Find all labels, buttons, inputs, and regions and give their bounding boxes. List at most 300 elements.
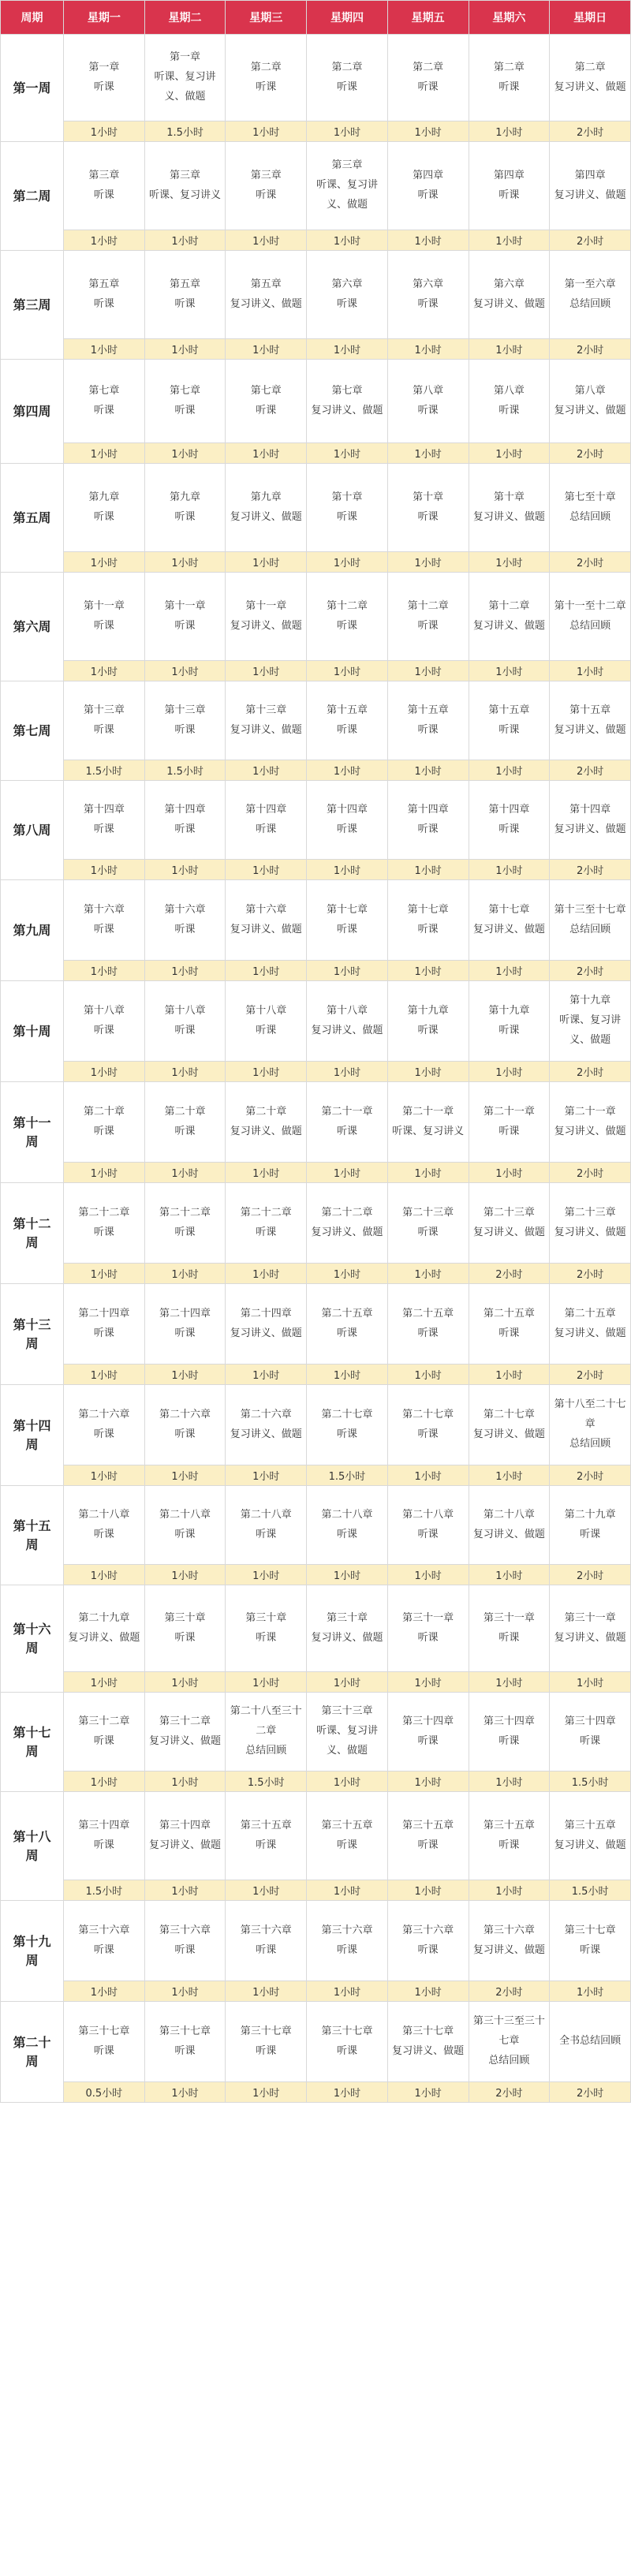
task-cell-thursday: 第二十八章 听课 xyxy=(307,1486,388,1565)
task-cell-tuesday: 第三十二章 复习讲义、做题 xyxy=(144,1693,226,1771)
task-cell-tuesday: 第一章 听课、复习讲义、做题 xyxy=(144,35,226,121)
table-row xyxy=(1,880,631,961)
hours-cell-tuesday: 1小时 xyxy=(144,1672,226,1693)
hours-cell-thursday: 1小时 xyxy=(307,1163,388,1183)
hours-cell-saturday: 2小时 xyxy=(469,2082,550,2103)
week-label: 第十五 周 xyxy=(1,1486,64,1585)
hours-row xyxy=(1,1565,631,1585)
task-cell-sunday: 第十三至十七章 总结回顾 xyxy=(550,880,631,961)
hours-cell-thursday: 1小时 xyxy=(307,339,388,360)
task-cell-friday: 第十二章 听课 xyxy=(387,573,469,661)
task-cell-friday: 第三十五章 听课 xyxy=(387,1792,469,1880)
hours-cell-thursday: 1小时 xyxy=(307,1264,388,1284)
task-cell-friday: 第八章 听课 xyxy=(387,360,469,443)
hours-cell-tuesday: 1.5小时 xyxy=(144,760,226,781)
table-row xyxy=(1,2002,631,2082)
task-cell-friday: 第十九章 听课 xyxy=(387,981,469,1062)
week-label: 第二周 xyxy=(1,142,64,251)
task-cell-saturday: 第二十七章 复习讲义、做题 xyxy=(469,1385,550,1465)
task-cell-saturday: 第三十一章 听课 xyxy=(469,1585,550,1672)
hours-cell-monday: 1小时 xyxy=(64,1465,145,1486)
task-cell-wednesday: 第二章 听课 xyxy=(226,35,307,121)
task-cell-saturday: 第三十六章 复习讲义、做题 xyxy=(469,1901,550,1981)
task-cell-tuesday: 第二十四章 听课 xyxy=(144,1284,226,1365)
task-cell-tuesday: 第二十章 听课 xyxy=(144,1082,226,1163)
hours-cell-saturday: 1小时 xyxy=(469,1062,550,1082)
week-label: 第五周 xyxy=(1,464,64,573)
hours-cell-sunday: 2小时 xyxy=(550,2082,631,2103)
hours-cell-monday: 1小时 xyxy=(64,1062,145,1082)
hours-row xyxy=(1,230,631,251)
task-cell-wednesday: 第十八章 听课 xyxy=(226,981,307,1062)
task-cell-friday: 第三十一章 听课 xyxy=(387,1585,469,1672)
hours-cell-tuesday: 1小时 xyxy=(144,1981,226,2002)
task-cell-monday: 第十六章 听课 xyxy=(64,880,145,961)
task-cell-monday: 第十一章 听课 xyxy=(64,573,145,661)
hours-cell-saturday: 1小时 xyxy=(469,552,550,573)
task-cell-sunday: 第二十三章 复习讲义、做题 xyxy=(550,1183,631,1264)
hours-cell-monday: 1小时 xyxy=(64,961,145,981)
task-cell-friday: 第二十七章 听课 xyxy=(387,1385,469,1465)
hours-cell-sunday: 2小时 xyxy=(550,1365,631,1385)
task-cell-thursday: 第十五章 听课 xyxy=(307,681,388,760)
task-cell-saturday: 第十九章 听课 xyxy=(469,981,550,1062)
hours-cell-monday: 1小时 xyxy=(64,661,145,681)
task-cell-monday: 第九章 听课 xyxy=(64,464,145,552)
hours-cell-wednesday: 1小时 xyxy=(226,1672,307,1693)
week-label: 第三周 xyxy=(1,251,64,360)
task-cell-sunday: 第二十五章 复习讲义、做题 xyxy=(550,1284,631,1365)
hours-cell-saturday: 1小时 xyxy=(469,1365,550,1385)
task-cell-wednesday: 第二十章 复习讲义、做题 xyxy=(226,1082,307,1163)
header-friday: 星期五 xyxy=(387,1,469,35)
hours-row xyxy=(1,552,631,573)
hours-cell-friday: 1小时 xyxy=(387,760,469,781)
task-cell-sunday: 第十八至二十七章 总结回顾 xyxy=(550,1385,631,1465)
table-row xyxy=(1,360,631,443)
task-cell-saturday: 第三十四章 听课 xyxy=(469,1693,550,1771)
task-cell-tuesday: 第三十七章 听课 xyxy=(144,2002,226,2082)
task-cell-tuesday: 第二十六章 听课 xyxy=(144,1385,226,1465)
hours-row xyxy=(1,1264,631,1284)
hours-cell-saturday: 1小时 xyxy=(469,961,550,981)
hours-cell-monday: 1小时 xyxy=(64,1672,145,1693)
hours-row xyxy=(1,961,631,981)
task-cell-thursday: 第十章 听课 xyxy=(307,464,388,552)
hours-cell-tuesday: 1小时 xyxy=(144,1771,226,1792)
task-cell-wednesday: 第五章 复习讲义、做题 xyxy=(226,251,307,339)
hours-row xyxy=(1,1771,631,1792)
task-cell-tuesday: 第十六章 听课 xyxy=(144,880,226,961)
table-body xyxy=(1,35,631,2103)
task-cell-wednesday: 第二十二章 听课 xyxy=(226,1183,307,1264)
hours-cell-saturday: 1小时 xyxy=(469,339,550,360)
task-cell-tuesday: 第三十六章 听课 xyxy=(144,1901,226,1981)
task-cell-sunday: 第三十四章 听课 xyxy=(550,1693,631,1771)
hours-cell-sunday: 2小时 xyxy=(550,552,631,573)
table-row xyxy=(1,35,631,121)
task-cell-monday: 第三十七章 听课 xyxy=(64,2002,145,2082)
hours-cell-friday: 1小时 xyxy=(387,2082,469,2103)
hours-cell-thursday: 1小时 xyxy=(307,1771,388,1792)
hours-row xyxy=(1,339,631,360)
hours-cell-wednesday: 1小时 xyxy=(226,552,307,573)
hours-cell-tuesday: 1小时 xyxy=(144,1062,226,1082)
hours-cell-friday: 1小时 xyxy=(387,1880,469,1901)
task-cell-saturday: 第四章 听课 xyxy=(469,142,550,230)
task-cell-saturday: 第三十五章 听课 xyxy=(469,1792,550,1880)
task-cell-saturday: 第二十三章 复习讲义、做题 xyxy=(469,1183,550,1264)
hours-cell-sunday: 2小时 xyxy=(550,230,631,251)
hours-row xyxy=(1,661,631,681)
task-cell-tuesday: 第五章 听课 xyxy=(144,251,226,339)
hours-cell-sunday: 2小时 xyxy=(550,961,631,981)
hours-cell-wednesday: 1.5小时 xyxy=(226,1771,307,1792)
task-cell-thursday: 第三十六章 听课 xyxy=(307,1901,388,1981)
hours-cell-monday: 1小时 xyxy=(64,121,145,142)
hours-row xyxy=(1,121,631,142)
hours-cell-tuesday: 1小时 xyxy=(144,860,226,880)
task-cell-friday: 第三十七章 复习讲义、做题 xyxy=(387,2002,469,2082)
hours-cell-tuesday: 1小时 xyxy=(144,230,226,251)
hours-cell-monday: 1小时 xyxy=(64,1264,145,1284)
hours-cell-wednesday: 1小时 xyxy=(226,1465,307,1486)
hours-row xyxy=(1,860,631,880)
task-cell-tuesday: 第七章 听课 xyxy=(144,360,226,443)
task-cell-monday: 第一章 听课 xyxy=(64,35,145,121)
task-cell-wednesday: 第十四章 听课 xyxy=(226,781,307,860)
task-cell-thursday: 第十四章 听课 xyxy=(307,781,388,860)
table-row xyxy=(1,1082,631,1163)
task-cell-sunday: 第三十七章 听课 xyxy=(550,1901,631,1981)
hours-cell-saturday: 1小时 xyxy=(469,1880,550,1901)
hours-cell-sunday: 1小时 xyxy=(550,1672,631,1693)
task-cell-tuesday: 第三章 听课、复习讲义 xyxy=(144,142,226,230)
hours-cell-friday: 1小时 xyxy=(387,1365,469,1385)
hours-cell-tuesday: 1小时 xyxy=(144,1565,226,1585)
task-cell-thursday: 第十七章 听课 xyxy=(307,880,388,961)
hours-cell-monday: 1小时 xyxy=(64,1981,145,2002)
hours-cell-monday: 1小时 xyxy=(64,443,145,464)
hours-cell-friday: 1小时 xyxy=(387,121,469,142)
header-row xyxy=(1,1,631,35)
task-cell-tuesday: 第十八章 听课 xyxy=(144,981,226,1062)
task-cell-saturday: 第二章 听课 xyxy=(469,35,550,121)
task-cell-saturday: 第三十三至三十七章 总结回顾 xyxy=(469,2002,550,2082)
hours-cell-tuesday: 1小时 xyxy=(144,1163,226,1183)
table-row xyxy=(1,1183,631,1264)
task-cell-monday: 第二十九章 复习讲义、做题 xyxy=(64,1585,145,1672)
task-cell-monday: 第十四章 听课 xyxy=(64,781,145,860)
hours-cell-sunday: 1.5小时 xyxy=(550,1771,631,1792)
task-cell-thursday: 第六章 听课 xyxy=(307,251,388,339)
hours-cell-saturday: 1小时 xyxy=(469,121,550,142)
task-cell-friday: 第三十六章 听课 xyxy=(387,1901,469,1981)
header-tuesday: 星期二 xyxy=(144,1,226,35)
table-row xyxy=(1,464,631,552)
hours-cell-tuesday: 1小时 xyxy=(144,2082,226,2103)
hours-cell-wednesday: 1小时 xyxy=(226,1264,307,1284)
task-cell-tuesday: 第九章 听课 xyxy=(144,464,226,552)
hours-cell-thursday: 1小时 xyxy=(307,860,388,880)
task-cell-sunday: 第三十五章 复习讲义、做题 xyxy=(550,1792,631,1880)
hours-cell-wednesday: 1小时 xyxy=(226,230,307,251)
hours-row xyxy=(1,1465,631,1486)
hours-cell-thursday: 1小时 xyxy=(307,443,388,464)
table-row xyxy=(1,1486,631,1565)
hours-row xyxy=(1,2082,631,2103)
task-cell-monday: 第十三章 听课 xyxy=(64,681,145,760)
task-cell-thursday: 第十八章 复习讲义、做题 xyxy=(307,981,388,1062)
task-cell-wednesday: 第九章 复习讲义、做题 xyxy=(226,464,307,552)
task-cell-sunday: 第二十一章 复习讲义、做题 xyxy=(550,1082,631,1163)
hours-cell-thursday: 1小时 xyxy=(307,661,388,681)
week-label: 第四周 xyxy=(1,360,64,464)
hours-cell-monday: 1小时 xyxy=(64,1365,145,1385)
hours-cell-wednesday: 1小时 xyxy=(226,661,307,681)
hours-cell-sunday: 1.5小时 xyxy=(550,1880,631,1901)
hours-cell-sunday: 2小时 xyxy=(550,121,631,142)
week-label: 第六周 xyxy=(1,573,64,681)
week-label: 第十周 xyxy=(1,981,64,1082)
hours-cell-wednesday: 1小时 xyxy=(226,860,307,880)
table-row xyxy=(1,1792,631,1880)
hours-cell-thursday: 1.5小时 xyxy=(307,1465,388,1486)
hours-cell-sunday: 2小时 xyxy=(550,760,631,781)
task-cell-tuesday: 第三十四章 复习讲义、做题 xyxy=(144,1792,226,1880)
task-cell-wednesday: 第二十六章 复习讲义、做题 xyxy=(226,1385,307,1465)
task-cell-monday: 第二十二章 听课 xyxy=(64,1183,145,1264)
week-label: 第二十 周 xyxy=(1,2002,64,2103)
hours-cell-monday: 1小时 xyxy=(64,1565,145,1585)
hours-cell-sunday: 1小时 xyxy=(550,661,631,681)
task-cell-thursday: 第二章 听课 xyxy=(307,35,388,121)
hours-cell-monday: 1小时 xyxy=(64,230,145,251)
task-cell-tuesday: 第二十二章 听课 xyxy=(144,1183,226,1264)
hours-cell-wednesday: 1小时 xyxy=(226,1565,307,1585)
week-label: 第十一 周 xyxy=(1,1082,64,1183)
task-cell-sunday: 第一至六章 总结回顾 xyxy=(550,251,631,339)
table-row xyxy=(1,1901,631,1981)
task-cell-monday: 第二十四章 听课 xyxy=(64,1284,145,1365)
task-cell-thursday: 第三十三章 听课、复习讲义、做题 xyxy=(307,1693,388,1771)
table-row xyxy=(1,681,631,760)
hours-cell-tuesday: 1.5小时 xyxy=(144,121,226,142)
hours-cell-tuesday: 1小时 xyxy=(144,339,226,360)
hours-cell-friday: 1小时 xyxy=(387,961,469,981)
task-cell-tuesday: 第十四章 听课 xyxy=(144,781,226,860)
hours-row xyxy=(1,1981,631,2002)
table-row xyxy=(1,981,631,1062)
hours-cell-thursday: 1小时 xyxy=(307,1365,388,1385)
task-cell-friday: 第二十八章 听课 xyxy=(387,1486,469,1565)
week-label: 第十三 周 xyxy=(1,1284,64,1385)
hours-cell-saturday: 1小时 xyxy=(469,661,550,681)
hours-cell-thursday: 1小时 xyxy=(307,760,388,781)
task-cell-friday: 第二章 听课 xyxy=(387,35,469,121)
task-cell-monday: 第二十章 听课 xyxy=(64,1082,145,1163)
hours-cell-friday: 1小时 xyxy=(387,860,469,880)
hours-cell-wednesday: 1小时 xyxy=(226,760,307,781)
hours-cell-saturday: 1小时 xyxy=(469,1163,550,1183)
task-cell-thursday: 第二十二章 复习讲义、做题 xyxy=(307,1183,388,1264)
task-cell-sunday: 第二章 复习讲义、做题 xyxy=(550,35,631,121)
task-cell-monday: 第二十六章 听课 xyxy=(64,1385,145,1465)
hours-cell-tuesday: 1小时 xyxy=(144,443,226,464)
task-cell-monday: 第三章 听课 xyxy=(64,142,145,230)
hours-cell-tuesday: 1小时 xyxy=(144,552,226,573)
task-cell-wednesday: 第十三章 复习讲义、做题 xyxy=(226,681,307,760)
hours-cell-saturday: 1小时 xyxy=(469,1465,550,1486)
header-saturday: 星期六 xyxy=(469,1,550,35)
hours-cell-thursday: 1小时 xyxy=(307,1880,388,1901)
hours-cell-saturday: 2小时 xyxy=(469,1981,550,2002)
hours-cell-friday: 1小时 xyxy=(387,1062,469,1082)
task-cell-saturday: 第十七章 复习讲义、做题 xyxy=(469,880,550,961)
hours-cell-tuesday: 1小时 xyxy=(144,1264,226,1284)
task-cell-friday: 第十章 听课 xyxy=(387,464,469,552)
hours-cell-friday: 1小时 xyxy=(387,1771,469,1792)
hours-cell-thursday: 1小时 xyxy=(307,1672,388,1693)
task-cell-saturday: 第十五章 听课 xyxy=(469,681,550,760)
table-header xyxy=(1,1,631,35)
week-label: 第八周 xyxy=(1,781,64,880)
header-thursday: 星期四 xyxy=(307,1,388,35)
task-cell-wednesday: 第三十六章 听课 xyxy=(226,1901,307,1981)
hours-cell-friday: 1小时 xyxy=(387,1465,469,1486)
week-label: 第十九 周 xyxy=(1,1901,64,2002)
hours-cell-monday: 1小时 xyxy=(64,1163,145,1183)
week-label: 第十八 周 xyxy=(1,1792,64,1901)
hours-cell-friday: 1小时 xyxy=(387,1163,469,1183)
hours-cell-wednesday: 1小时 xyxy=(226,443,307,464)
task-cell-friday: 第二十一章 听课、复习讲义 xyxy=(387,1082,469,1163)
task-cell-wednesday: 第三十章 听课 xyxy=(226,1585,307,1672)
hours-cell-wednesday: 1小时 xyxy=(226,961,307,981)
task-cell-thursday: 第三十七章 听课 xyxy=(307,2002,388,2082)
table-row xyxy=(1,1585,631,1672)
task-cell-friday: 第二十五章 听课 xyxy=(387,1284,469,1365)
task-cell-monday: 第三十四章 听课 xyxy=(64,1792,145,1880)
hours-cell-sunday: 1小时 xyxy=(550,1981,631,2002)
hours-cell-saturday: 1小时 xyxy=(469,230,550,251)
task-cell-sunday: 第二十九章 听课 xyxy=(550,1486,631,1565)
task-cell-monday: 第七章 听课 xyxy=(64,360,145,443)
task-cell-tuesday: 第十三章 听课 xyxy=(144,681,226,760)
hours-cell-wednesday: 1小时 xyxy=(226,1981,307,2002)
hours-cell-friday: 1小时 xyxy=(387,339,469,360)
hours-cell-wednesday: 1小时 xyxy=(226,1365,307,1385)
task-cell-thursday: 第十二章 听课 xyxy=(307,573,388,661)
hours-cell-wednesday: 1小时 xyxy=(226,1880,307,1901)
header-wednesday: 星期三 xyxy=(226,1,307,35)
table-row xyxy=(1,781,631,860)
hours-cell-saturday: 2小时 xyxy=(469,1264,550,1284)
hours-cell-friday: 1小时 xyxy=(387,230,469,251)
hours-row xyxy=(1,1365,631,1385)
task-cell-monday: 第三十六章 听课 xyxy=(64,1901,145,1981)
task-cell-monday: 第二十八章 听课 xyxy=(64,1486,145,1565)
task-cell-thursday: 第二十七章 听课 xyxy=(307,1385,388,1465)
week-label: 第十四 周 xyxy=(1,1385,64,1486)
task-cell-saturday: 第六章 复习讲义、做题 xyxy=(469,251,550,339)
task-cell-friday: 第六章 听课 xyxy=(387,251,469,339)
task-cell-wednesday: 第二十八至三十二章 总结回顾 xyxy=(226,1693,307,1771)
task-cell-saturday: 第十二章 复习讲义、做题 xyxy=(469,573,550,661)
task-cell-monday: 第十八章 听课 xyxy=(64,981,145,1062)
table-row xyxy=(1,1284,631,1365)
task-cell-saturday: 第二十一章 听课 xyxy=(469,1082,550,1163)
task-cell-friday: 第十四章 听课 xyxy=(387,781,469,860)
week-label: 第七周 xyxy=(1,681,64,781)
hours-cell-sunday: 2小时 xyxy=(550,1565,631,1585)
hours-cell-thursday: 1小时 xyxy=(307,961,388,981)
task-cell-thursday: 第七章 复习讲义、做题 xyxy=(307,360,388,443)
hours-cell-thursday: 1小时 xyxy=(307,1062,388,1082)
task-cell-monday: 第五章 听课 xyxy=(64,251,145,339)
hours-row xyxy=(1,760,631,781)
task-cell-sunday: 第三十一章 复习讲义、做题 xyxy=(550,1585,631,1672)
task-cell-wednesday: 第十六章 复习讲义、做题 xyxy=(226,880,307,961)
hours-cell-tuesday: 1小时 xyxy=(144,1465,226,1486)
task-cell-monday: 第三十二章 听课 xyxy=(64,1693,145,1771)
hours-cell-sunday: 2小时 xyxy=(550,339,631,360)
task-cell-wednesday: 第二十四章 复习讲义、做题 xyxy=(226,1284,307,1365)
table-row xyxy=(1,142,631,230)
task-cell-wednesday: 第三十五章 听课 xyxy=(226,1792,307,1880)
hours-row xyxy=(1,1062,631,1082)
hours-cell-friday: 1小时 xyxy=(387,1672,469,1693)
task-cell-friday: 第十七章 听课 xyxy=(387,880,469,961)
task-cell-sunday: 第四章 复习讲义、做题 xyxy=(550,142,631,230)
task-cell-thursday: 第二十五章 听课 xyxy=(307,1284,388,1365)
hours-cell-wednesday: 1小时 xyxy=(226,339,307,360)
task-cell-wednesday: 第七章 听课 xyxy=(226,360,307,443)
hours-cell-sunday: 2小时 xyxy=(550,1264,631,1284)
table-row xyxy=(1,573,631,661)
table-row xyxy=(1,1385,631,1465)
week-label: 第十七 周 xyxy=(1,1693,64,1792)
task-cell-saturday: 第十四章 听课 xyxy=(469,781,550,860)
hours-cell-monday: 1小时 xyxy=(64,552,145,573)
task-cell-friday: 第三十四章 听课 xyxy=(387,1693,469,1771)
hours-cell-thursday: 1小时 xyxy=(307,121,388,142)
week-label: 第九周 xyxy=(1,880,64,981)
hours-cell-wednesday: 1小时 xyxy=(226,2082,307,2103)
task-cell-thursday: 第二十一章 听课 xyxy=(307,1082,388,1163)
task-cell-thursday: 第三十五章 听课 xyxy=(307,1792,388,1880)
hours-cell-thursday: 1小时 xyxy=(307,1981,388,2002)
hours-cell-saturday: 1小时 xyxy=(469,1565,550,1585)
hours-cell-wednesday: 1小时 xyxy=(226,121,307,142)
header-monday: 星期一 xyxy=(64,1,145,35)
hours-cell-sunday: 2小时 xyxy=(550,443,631,464)
week-label: 第十六 周 xyxy=(1,1585,64,1693)
hours-cell-saturday: 1小时 xyxy=(469,860,550,880)
hours-cell-sunday: 2小时 xyxy=(550,860,631,880)
task-cell-tuesday: 第二十八章 听课 xyxy=(144,1486,226,1565)
hours-cell-wednesday: 1小时 xyxy=(226,1163,307,1183)
hours-row xyxy=(1,1880,631,1901)
hours-cell-monday: 0.5小时 xyxy=(64,2082,145,2103)
table-row xyxy=(1,251,631,339)
week-label: 第十二 周 xyxy=(1,1183,64,1284)
task-cell-sunday: 第八章 复习讲义、做题 xyxy=(550,360,631,443)
hours-cell-friday: 1小时 xyxy=(387,552,469,573)
task-cell-saturday: 第十章 复习讲义、做题 xyxy=(469,464,550,552)
task-cell-wednesday: 第三十七章 听课 xyxy=(226,2002,307,2082)
task-cell-friday: 第二十三章 听课 xyxy=(387,1183,469,1264)
